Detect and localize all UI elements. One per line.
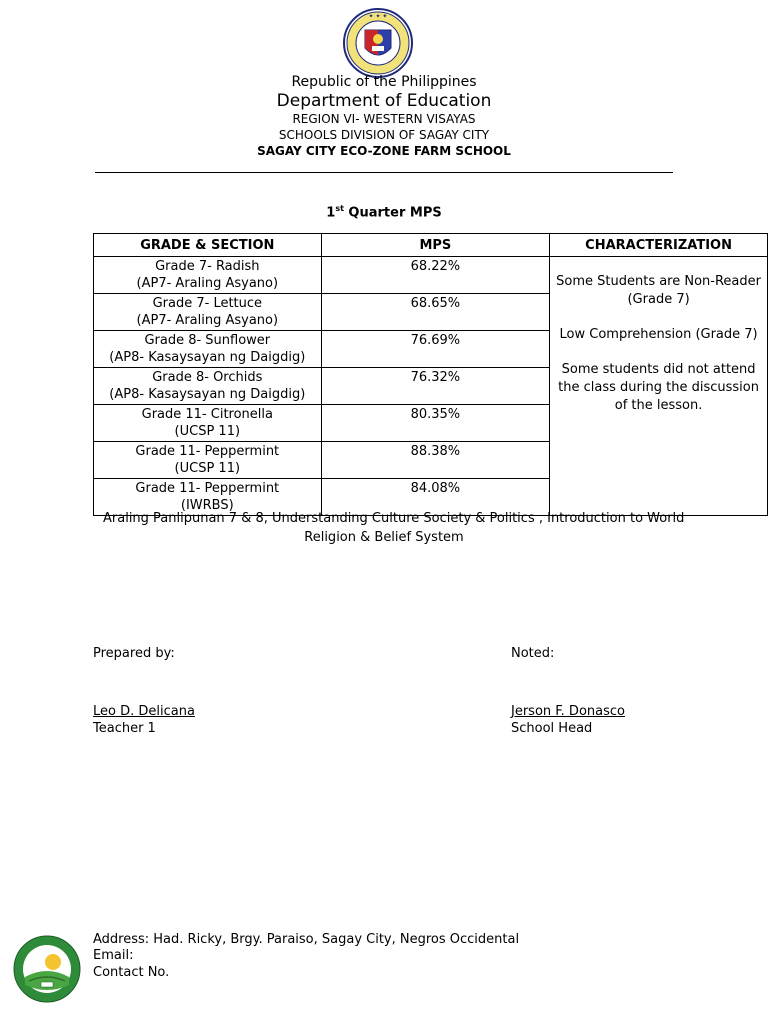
title-ordinal: 1 [326, 205, 336, 221]
mps-value: 68.22% [321, 257, 550, 294]
mps-value: 68.65% [321, 294, 550, 331]
subject-label: (AP7- Araling Asyano) [136, 313, 279, 328]
footer-address: Address: Had. Ricky, Brgy. Paraiso, Sagay City, Negros Occidental [93, 932, 520, 947]
document-title [0, 204, 768, 220]
subjects-note-line2: Religion & Belief System [304, 530, 464, 545]
subject-label: (UCSP 11) [174, 461, 241, 476]
noted-by-title: School Head [511, 721, 593, 736]
subject-label: (AP8- Kasaysayan ng Daigdig) [109, 387, 306, 402]
noted-by-name: Jerson F. Donasco [511, 704, 625, 719]
table-row [94, 257, 768, 294]
title-suffix: st [335, 204, 344, 213]
grade-label: Grade 11- Peppermint [135, 481, 280, 496]
header-division: SCHOOLS DIVISION OF SAGAY CITY [278, 128, 490, 142]
grade-section-cell [94, 257, 322, 294]
grade-section-cell [94, 405, 322, 442]
subject-label: (AP7- Araling Asyano) [136, 276, 279, 291]
mps-value: 76.32% [321, 368, 550, 405]
grade-section-cell [94, 479, 322, 516]
prepared-by-label: Prepared by: [93, 646, 175, 661]
characterization-item: Some Students are Non-Reader (Grade 7) [556, 274, 761, 307]
mps-value: 80.35% [321, 405, 550, 442]
characterization-cell [550, 257, 768, 516]
deped-seal-logo [341, 8, 415, 78]
characterization-item: Low Comprehension (Grade 7) [559, 327, 758, 342]
table-header-row [94, 234, 768, 257]
title-rest: Quarter MPS [343, 205, 442, 221]
header-department: Department of Education [276, 91, 492, 111]
svg-text:✦ ✦ ✦: ✦ ✦ ✦ [368, 13, 388, 20]
mps-value: 84.08% [321, 479, 550, 516]
grade-section-cell [94, 331, 322, 368]
grade-section-cell [94, 294, 322, 331]
subject-label: (IWRBS) [180, 498, 234, 513]
subjects-note-line1: Araling Panlipunan 7 & 8, Understanding Culture Society & Politics , Introduction to World [103, 511, 685, 526]
school-logo [13, 935, 81, 1003]
footer-email: Email: [93, 948, 134, 963]
mps-value: 76.69% [321, 331, 550, 368]
grade-section-cell [94, 442, 322, 479]
subject-label: (UCSP 11) [174, 424, 241, 439]
mps-value: 88.38% [321, 442, 550, 479]
noted-by-label: Noted: [511, 646, 555, 661]
footer-contact: Contact No. [93, 965, 170, 980]
header-region: REGION VI- WESTERN VISAYAS [292, 112, 476, 126]
grade-label: Grade 7- Lettuce [152, 296, 263, 311]
grade-label: Grade 11- Citronella [141, 407, 273, 422]
column-header-grade-section: GRADE & SECTION [94, 234, 322, 257]
prepared-by-name: Leo D. Delicana [93, 704, 195, 719]
subject-label: (AP8- Kasaysayan ng Daigdig) [109, 350, 306, 365]
column-header-characterization: CHARACTERIZATION [550, 234, 768, 257]
header-divider [95, 172, 673, 173]
characterization-item: Some students did not attend the class during the discussion of the lesson. [558, 362, 759, 413]
header-republic: Republic of the Philippines [291, 74, 477, 90]
grade-label: Grade 11- Peppermint [135, 444, 280, 459]
grade-label: Grade 8- Sunflower [144, 333, 271, 348]
grade-label: Grade 8- Orchids [152, 370, 263, 385]
prepared-by-title: Teacher 1 [93, 721, 156, 736]
grade-section-cell [94, 368, 322, 405]
column-header-mps: MPS [321, 234, 550, 257]
header-school: SAGAY CITY ECO-ZONE FARM SCHOOL [257, 144, 511, 158]
mps-table [93, 233, 768, 516]
grade-label: Grade 7- Radish [155, 259, 260, 274]
